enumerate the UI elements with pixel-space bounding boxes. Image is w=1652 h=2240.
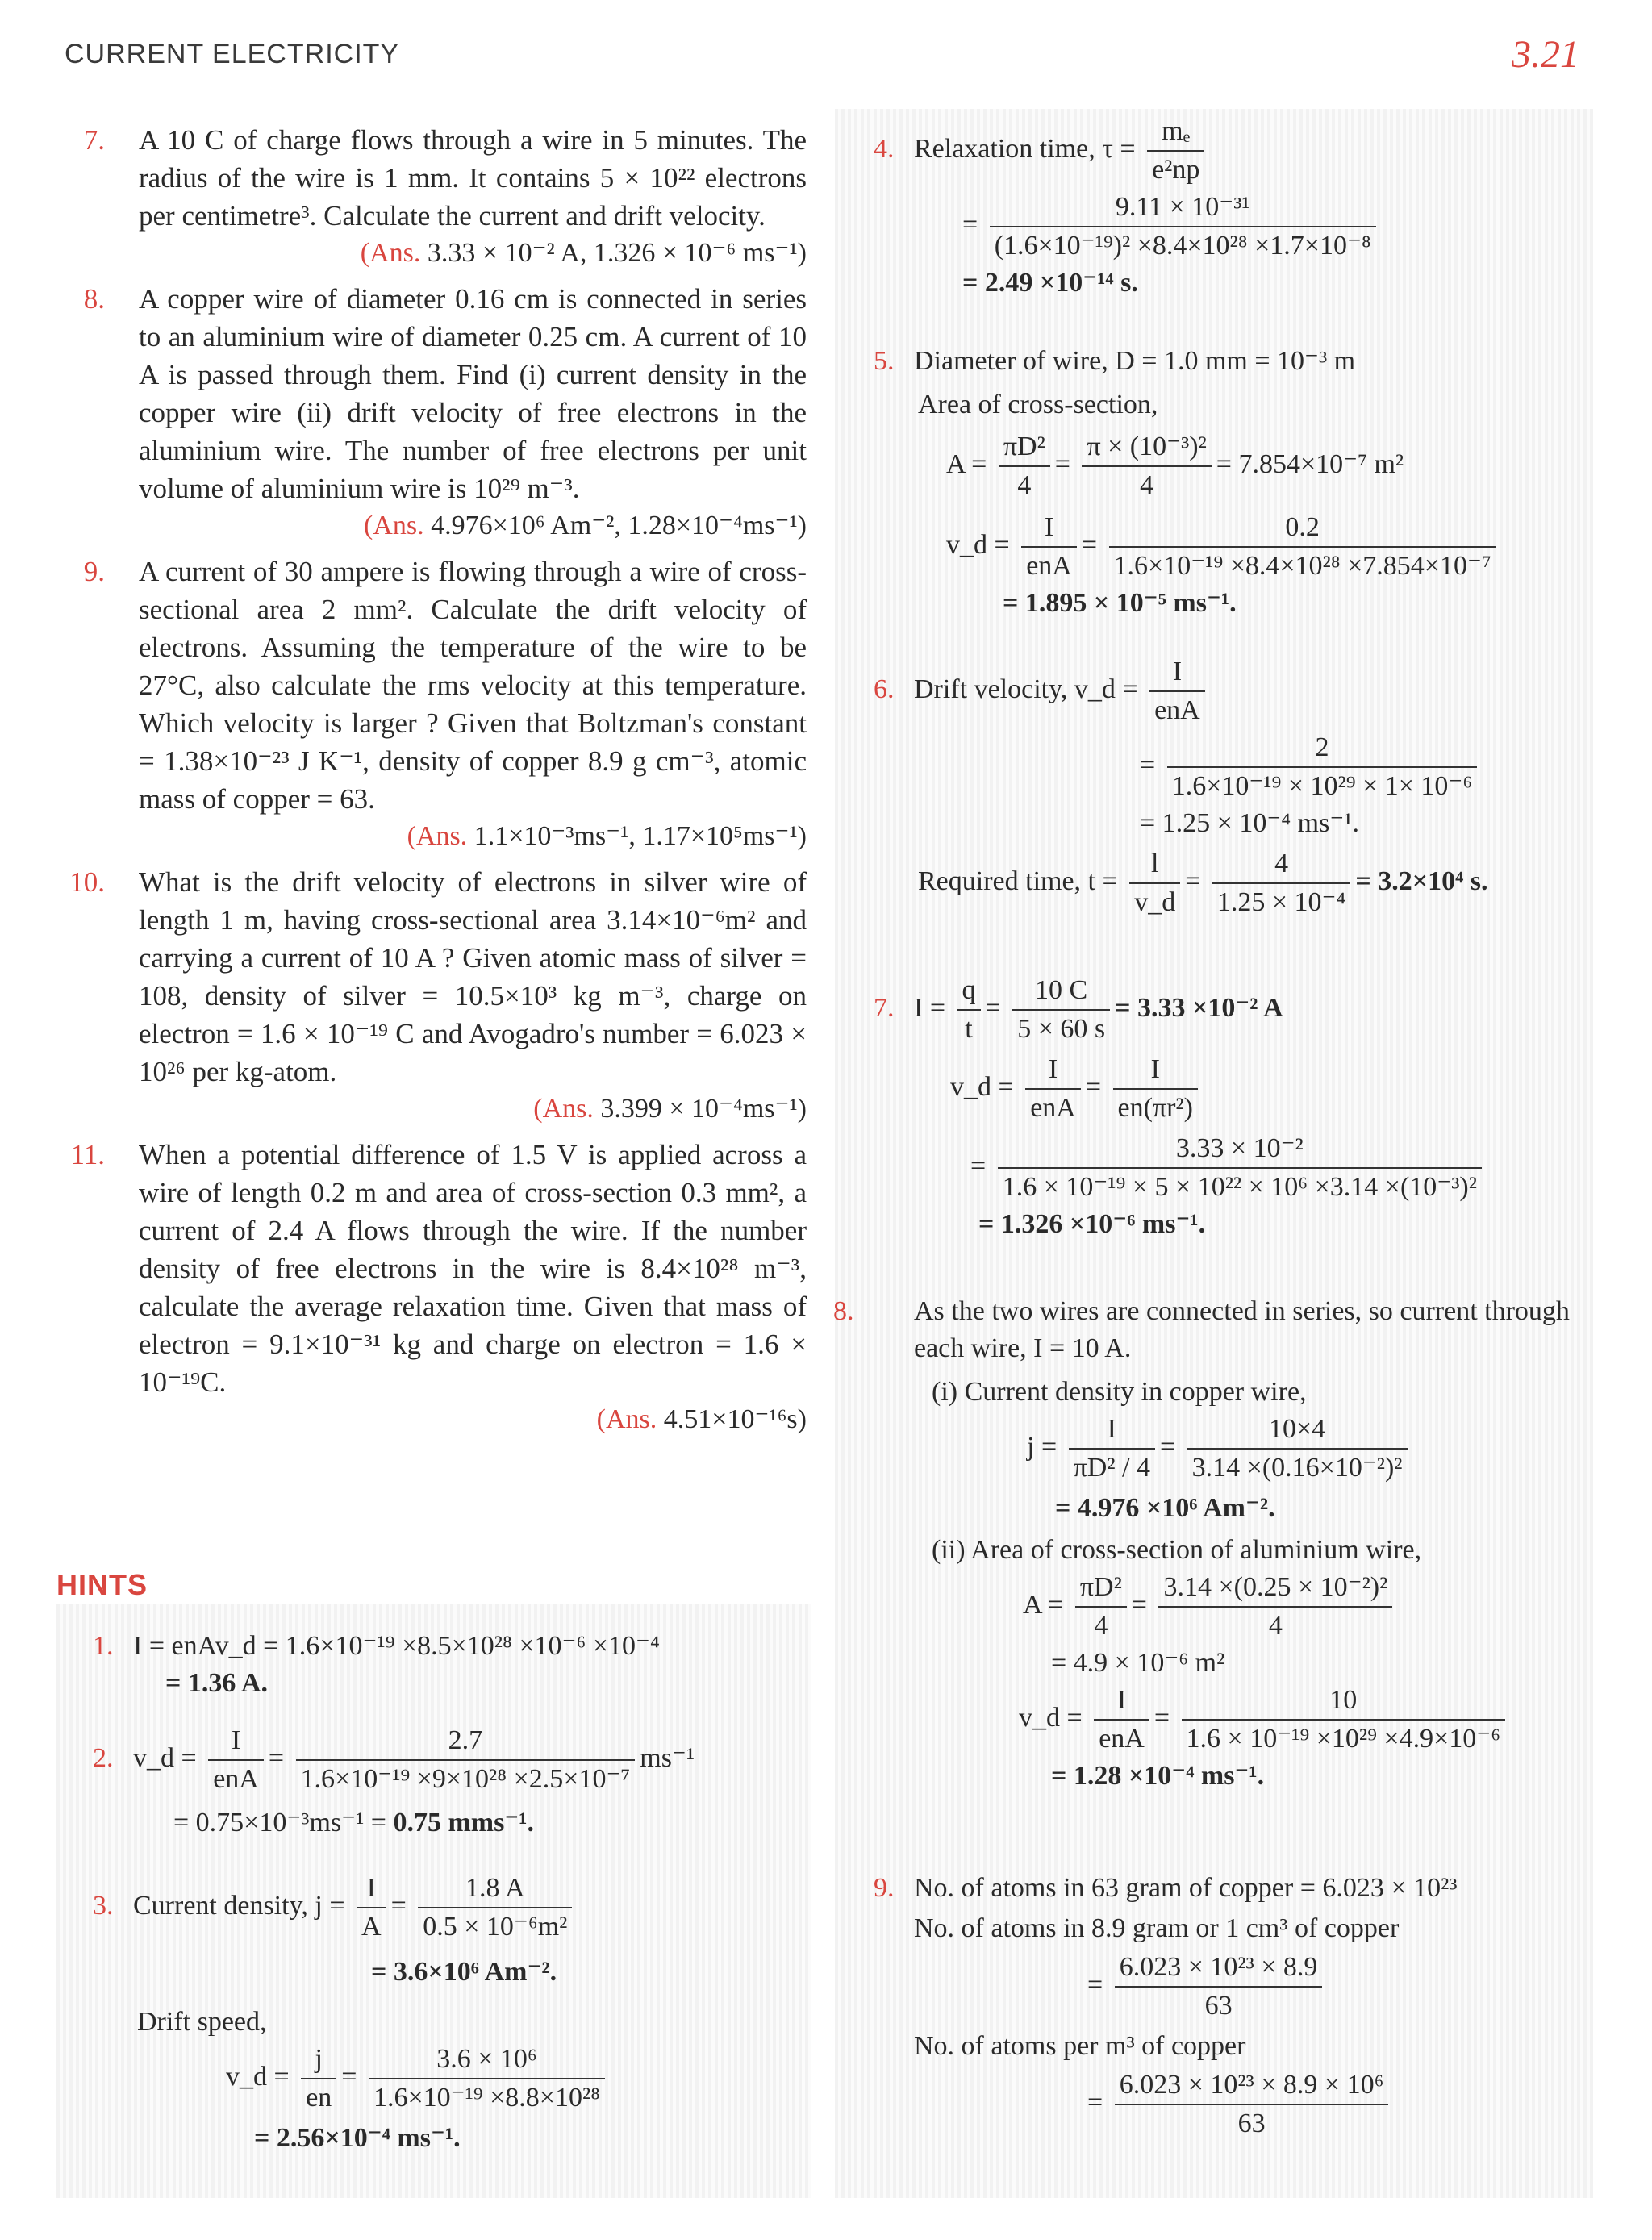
solution-5: 5. Diameter of wire, D = 1.0 mm = 10⁻³ m Area of cross-section, A = $\frac{\text{πD²}}{4}$ = $\frac{\text{π × (10⁻³)²}}{4}$ = 7.854×10⁻⁷ m² v_d = $\frac{I}{\text{enA}}$ = $\frac{0.2}{\text{1.6×10⁻¹⁹ ×8.4×10²⁸ ×7.854×10⁻⁷}}$ = 1.895 × 10⁻⁵ ms⁻¹. (874, 343, 1501, 622)
solution-4: 4. Relaxation time, τ = $\frac{\text{mₑ}}{\text{e²np}}$ = $\frac{\text{9.11 × 10⁻³¹}}{\text{(1.6×10⁻¹⁹)² ×8.4×10²⁸ ×1.7×10⁻⁸}}$ = 2.49 ×10⁻¹⁴ s. (874, 113, 1381, 302)
solution-7: 7. I = $\frac{q}{t}$ = $\frac{10 C}{5 \times 60 s}$ = 3.33 ×10⁻² A v_d = $\frac{I}{\text{enA}}$ = $\frac{I}{\text{en(πr²)}}$ = $\frac{\text{3.33 × 10⁻²}}{\text{1.6 × 10⁻¹⁹ × 5 × 10²² × 10⁶ ×3.14 ×(10⁻³)²}}$ = 1.326 ×10⁻⁶ ms⁻¹. (874, 972, 1487, 1243)
fraction-denominator: 0.5 × 10⁻⁶m² (423, 1912, 568, 1942)
question-number: 7. (83, 124, 105, 156)
solution-9: 9. No. of atoms in 63 gram of copper = 6.023 × 10²³ No. of atoms in 8.9 gram or 1 cm³ of copper = $\frac{\text{6.023 × 10²³ × 8.9}}{63}$ No. of atoms per m³ of copper = $\frac{\text{6.023 × 10²³ × 8.9 × 10⁶}}{63}$ (874, 1870, 1457, 2142)
answer-label: (Ans. (533, 1094, 594, 1124)
solution-result: = 1.326 ×10⁻⁶ ms⁻¹. (978, 1209, 1206, 1239)
fraction-denominator: πD² / 4 (1073, 1453, 1150, 1483)
equation-lhs: v_d = (950, 1071, 1014, 1102)
solution-label: Relaxation time, τ = (914, 133, 1136, 164)
fraction-numerator: I (1025, 1051, 1081, 1090)
fraction-numerator: 0.2 (1109, 509, 1496, 548)
fraction-denominator: 4 (1268, 1611, 1283, 1641)
solution-result: = 1.25 × 10⁻⁴ ms⁻¹. (1140, 808, 1359, 838)
solution-label: Required time, t = (918, 866, 1118, 896)
solution-number: 5. (874, 346, 895, 376)
solution-result: = 4.976 ×10⁶ Am⁻². (1055, 1493, 1275, 1523)
solution-number: 4. (874, 133, 895, 164)
answer-value: 3.399 × 10⁻⁴ms⁻¹) (600, 1094, 807, 1124)
solution-number: 8. (833, 1296, 854, 1326)
fraction-denominator: enA (1026, 551, 1072, 581)
hint-number: 3. (93, 1890, 114, 1921)
solution-result: = 2.49 ×10⁻¹⁴ s. (962, 268, 1138, 298)
hint-label: Drift speed, (137, 2007, 267, 2037)
question-item (56, 121, 807, 272)
answer-label: (Ans. (596, 1404, 657, 1434)
fraction-numerator: j (301, 2041, 336, 2079)
fraction-denominator: en (306, 2083, 332, 2113)
fraction-numerator: 4 (1212, 845, 1350, 884)
solution-text: No. of atoms per m³ of copper (914, 2031, 1246, 2061)
solution-result: = 1.28 ×10⁻⁴ ms⁻¹. (1051, 1761, 1265, 1791)
fraction-denominator: t (965, 1014, 973, 1044)
fraction-numerator: 3.14 ×(0.25 × 10⁻²)² (1158, 1569, 1392, 1608)
fraction-numerator: 2 (1167, 729, 1478, 768)
fraction-denominator: (1.6×10⁻¹⁹)² ×8.4×10²⁸ ×1.7×10⁻⁸ (994, 231, 1371, 261)
hint-result: = 2.56×10⁻⁴ ms⁻¹. (254, 2123, 461, 2153)
fraction-denominator: 63 (1237, 2109, 1266, 2138)
fraction-denominator: e²np (1152, 155, 1200, 185)
fraction-numerator: mₑ (1147, 113, 1204, 152)
equation-result: = 4.9 × 10⁻⁶ m² (1051, 1648, 1225, 1678)
solution-text: No. of atoms in 8.9 gram or 1 cm³ of copper (914, 1913, 1400, 1943)
fraction-numerator: I (1021, 509, 1077, 548)
hint-equation: I = enAv_d = 1.6×10⁻¹⁹ ×8.5×10²⁸ ×10⁻⁶ ×10⁻⁴ (133, 1631, 660, 1661)
equation-result: = 3.33 ×10⁻² A (1115, 992, 1283, 1023)
solution-text: Area of cross-section, (918, 390, 1158, 419)
fraction-numerator: I (1113, 1051, 1198, 1090)
solution-number: 9. (874, 1873, 895, 1903)
fraction-denominator: 1.6 × 10⁻¹⁹ × 5 × 10²² × 10⁶ ×3.14 ×(10⁻³)² (1002, 1172, 1477, 1202)
question-text: A current of 30 ampere is flowing through a wire of cross-sectional area 2 mm². Calculate the drift velocity of electrons. Assuming the temperature of the wire to be 27°C, also calculate the rms velocity at this temperature. Which velocity is larger ? Given that Boltzman's constant = 1.38×10⁻²³ J K⁻¹, density of copper 8.9 g cm⁻³, atomic mass of copper = 63. (139, 556, 807, 815)
hint-result: = 1.36 A. (165, 1668, 269, 1698)
fraction-denominator: 4 (1140, 470, 1154, 500)
fraction-numerator: πD² (1075, 1569, 1127, 1608)
solution-text: Diameter of wire, D = 1.0 mm = 10⁻³ m (914, 346, 1356, 376)
solution-number: 7. (874, 992, 895, 1023)
question-item (56, 280, 807, 544)
fraction-denominator: v_d (1134, 887, 1176, 917)
answer-label: (Ans. (360, 238, 421, 268)
question-text: When a potential difference of 1.5 V is applied across a wire of length 0.2 m and area of cross-section 0.3 mm², a current of 2.4 A flows through the wire. If the number density of free electrons in the wire is 8.4×10²⁸ m⁻³, calculate the average relaxation time. Given that mass of electron = 9.1×10⁻³¹ kg and charge on electron = 1.6 × 10⁻¹⁹C. (139, 1139, 807, 1398)
hint-3: 3. Current density, j = $\frac{I}{A}$ = $\frac{1.8 A}{\text{0.5 × 10⁻⁶m²}}$ = 3.6×10⁶ Am⁻². Drift speed, v_d = $\frac{j}{en}$ = $\frac{\text{3.6 × 10⁶}}{\text{1.6×10⁻¹⁹ ×8.8×10²⁸}}$ = 2.56×10⁻⁴ ms⁻¹. (93, 1870, 610, 2157)
question-item (56, 1136, 807, 1438)
fraction-denominator: 1.6 × 10⁻¹⁹ ×10²⁹ ×4.9×10⁻⁶ (1186, 1724, 1501, 1754)
answer-value: 4.51×10⁻¹⁶s) (663, 1404, 807, 1434)
chapter-title: CURRENT ELECTRICITY (65, 39, 400, 69)
question-number: 8. (83, 283, 105, 315)
fraction-numerator: q (957, 972, 981, 1011)
solution-text: (i) Current density in copper wire, (932, 1377, 1307, 1407)
solution-label: Drift velocity, v_d = (914, 674, 1138, 704)
solution-text: As the two wires are connected in series, so current through each wire, I = 10 A. (914, 1296, 1570, 1363)
fraction-numerator: l (1129, 845, 1180, 884)
fraction-numerator: 10 (1182, 1682, 1506, 1721)
equation-lhs: I = (914, 992, 945, 1023)
question-item (56, 863, 807, 1128)
fraction-numerator: I (1069, 1411, 1155, 1450)
answer (56, 1091, 807, 1128)
solution-8: 8. As the two wires are connected in series, so current through each wire, I = 10 A. (i) Current density in copper wire, j = $\frac{I}{\text{πD² / 4}}$ = $\frac{10\times 4}{\text{3.14 ×(0.16×10⁻²)²}}$ = 4.976 ×10⁶ Am⁻². (ii) Area of cross-section of aluminium wire, A = $\frac{\text{πD²}}{4}$ = $\frac{\text{3.14 ×(0.25 × 10⁻²)²}}{4}$ = 4.9 × 10⁻⁶ m² v_d = $\frac{I}{\text{enA}}$ = $\frac{10}{\text{1.6 × 10⁻¹⁹ ×10²⁹ ×4.9×10⁻⁶}}$ = 1.28 ×10⁻⁴ ms⁻¹. (874, 1293, 1583, 1795)
hint-2: 2. v_d = $\frac{I}{\text{enA}}$ = $\frac{2.7}{\text{1.6×10⁻¹⁹ ×9×10²⁸ ×2.5×10⁻⁷}}$ ms⁻¹ = 0.75×10⁻³ms⁻¹ = 0.75 mms⁻¹. (93, 1722, 695, 1842)
fraction-denominator: 1.25 × 10⁻⁴ (1216, 887, 1346, 917)
hints-heading: HINTS (56, 1568, 148, 1601)
question-number: 10. (69, 866, 105, 898)
fraction-denominator: 3.14 ×(0.16×10⁻²)² (1191, 1453, 1403, 1483)
fraction-denominator: enA (213, 1764, 259, 1794)
fraction-numerator: I (1094, 1682, 1149, 1721)
answer (56, 235, 807, 272)
fraction-denominator: 5 × 60 s (1017, 1014, 1106, 1044)
question-text: A copper wire of diameter 0.16 cm is connected in series to an aluminium wire of diameter 0.25 cm. A current of 10 A is passed through them. Find (i) current density in the copper wire (ii) drift velocity of free electrons in the aluminium wire. The number of free electrons per unit volume of aluminium wire is 10²⁹ m⁻³. (139, 283, 807, 504)
question-list (56, 121, 807, 1446)
fraction-denominator: 63 (1204, 1991, 1233, 2021)
fraction-numerator: 3.33 × 10⁻² (998, 1130, 1482, 1169)
equation-result: = 7.854×10⁻⁷ m² (1216, 448, 1404, 479)
answer-label: (Ans. (363, 511, 424, 540)
fraction-numerator: π × (10⁻³)² (1082, 428, 1211, 467)
fraction-numerator: 2.7 (296, 1722, 636, 1761)
fraction-numerator: I (208, 1722, 264, 1761)
fraction-denominator: enA (1099, 1724, 1145, 1754)
fraction-numerator: 3.6 × 10⁶ (369, 2041, 605, 2079)
fraction-denominator: enA (1030, 1093, 1076, 1123)
question-text: What is the drift velocity of electrons in silver wire of length 1 m, having cross-sectional area 3.14×10⁻⁶m² and carrying a current of 10 A ? Given atomic mass of silver = 108, density of silver = 10.5×10³ kg m⁻³, charge on electron = 1.6 × 10⁻¹⁹ C and Avogadro's number = 6.023 × 10²⁶ per kg-atom. (139, 866, 807, 1087)
fraction-denominator: 4 (1094, 1611, 1108, 1641)
equation-lhs: A = (946, 448, 987, 479)
hint-result-final: 0.75 mms⁻¹. (393, 1808, 534, 1837)
hint-1 (93, 1628, 660, 1702)
fraction-numerator: I (357, 1870, 386, 1908)
fraction-numerator: I (1149, 653, 1205, 692)
fraction-numerator: 1.8 A (418, 1870, 572, 1908)
fraction-denominator: A (361, 1912, 382, 1942)
hint-number: 2. (93, 1742, 114, 1773)
hint-result: = 0.75×10⁻³ms⁻¹ = (173, 1808, 386, 1837)
solution-text: No. of atoms in 63 gram of copper = 6.023 × 10²³ (914, 1873, 1458, 1903)
hint-label: Current density, j = (133, 1890, 345, 1921)
equation-lhs: j = (1027, 1431, 1058, 1462)
fraction-denominator: 1.6×10⁻¹⁹ ×8.4×10²⁸ ×7.854×10⁻⁷ (1113, 551, 1491, 581)
solution-result: = 1.895 × 10⁻⁵ ms⁻¹. (1003, 588, 1237, 618)
solution-6: 6. Drift velocity, v_d = $\frac{I}{\text{enA}}$ = $\frac{2}{\text{1.6×10⁻¹⁹ × 10²⁹ × 1× 10⁻⁶}}$ = 1.25 × 10⁻⁴ ms⁻¹. Required time, t = $\frac{l}{v\_d}$ = $\frac{4}{\text{1.25 × 10⁻⁴}}$ = 3.2×10⁴ s. (874, 653, 1488, 921)
fraction-numerator: 10 C (1012, 972, 1110, 1011)
solution-text: (ii) Area of cross-section of aluminium wire, (932, 1535, 1422, 1565)
equation-lhs: v_d = (946, 529, 1010, 560)
hint-number: 1. (93, 1631, 114, 1661)
answer-label: (Ans. (407, 821, 468, 851)
page-number: 3.21 (1512, 33, 1579, 76)
fraction-numerator: 9.11 × 10⁻³¹ (990, 189, 1376, 227)
question-number: 11. (70, 1139, 105, 1170)
question-item (56, 553, 807, 855)
hint-lhs: v_d = (133, 1742, 197, 1773)
fraction-numerator: πD² (999, 428, 1050, 467)
fraction-denominator: 1.6×10⁻¹⁹ ×9×10²⁸ ×2.5×10⁻⁷ (300, 1764, 631, 1794)
equation-lhs: A = (1023, 1589, 1064, 1620)
answer-value: 1.1×10⁻³ms⁻¹, 1.17×10⁵ms⁻¹) (473, 821, 807, 851)
fraction-numerator: 6.023 × 10²³ × 8.9 (1115, 1949, 1323, 1988)
answer-value: 4.976×10⁶ Am⁻², 1.28×10⁻⁴ms⁻¹) (431, 511, 807, 540)
fraction-denominator: 1.6×10⁻¹⁹ ×8.8×10²⁸ (373, 2083, 601, 2113)
question-text: A 10 C of charge flows through a wire in 5 minutes. The radius of the wire is 1 mm. It contains 5 × 10²² electrons per centimetre³. Calculate the current and drift velocity. (139, 124, 807, 232)
answer-value: 3.33 × 10⁻² A, 1.326 × 10⁻⁶ ms⁻¹) (427, 238, 807, 268)
fraction-denominator: 4 (1017, 470, 1032, 500)
fraction-denominator: en(πr²) (1117, 1093, 1193, 1123)
answer (56, 818, 807, 855)
question-number: 9. (83, 556, 105, 587)
equation-lhs: v_d = (1019, 1702, 1083, 1733)
fraction-denominator: enA (1154, 695, 1200, 725)
answer (56, 1401, 807, 1438)
unit: ms⁻¹ (640, 1742, 695, 1773)
solution-result: = 3.2×10⁴ s. (1355, 866, 1488, 896)
solution-number: 6. (874, 674, 895, 704)
answer (56, 507, 807, 544)
hint-result: = 3.6×10⁶ Am⁻². (371, 1957, 557, 1987)
hint-lhs: v_d = (226, 2061, 290, 2092)
fraction-numerator: 6.023 × 10²³ × 8.9 × 10⁶ (1115, 2067, 1389, 2105)
fraction-numerator: 10×4 (1187, 1411, 1408, 1450)
fraction-denominator: 1.6×10⁻¹⁹ × 10²⁹ × 1× 10⁻⁶ (1171, 771, 1473, 801)
